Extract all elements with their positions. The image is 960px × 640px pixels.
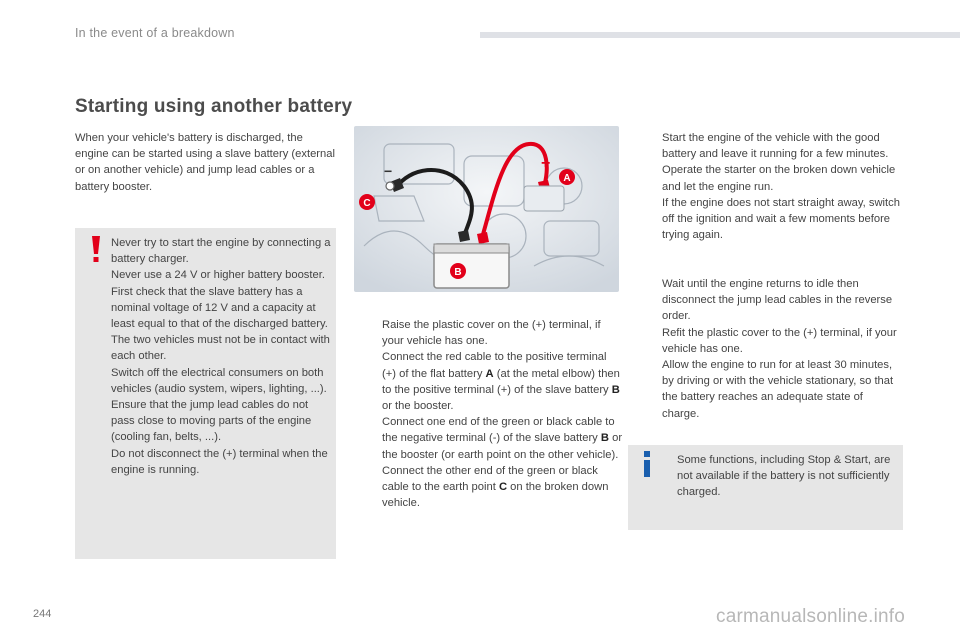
plus-sign: + xyxy=(541,155,551,172)
jump-start-illustration xyxy=(354,126,619,292)
step-extra: If the engine does not start straight away, switch off the ignition and wait a few moments before trying again. xyxy=(662,196,900,242)
step-item: Refit the plastic cover to the (+) terminal, if your vehicle has one. xyxy=(662,326,897,355)
section-header: In the event of a breakdown xyxy=(75,26,235,40)
page-number: 244 xyxy=(33,608,52,620)
exclamation-icon xyxy=(89,236,103,264)
step-item: Connect one end of the green or black cable to the negative terminal (-) of the slave battery B or the booster (or earth point on the other vehicle). xyxy=(382,416,623,461)
page-title: Starting using another battery xyxy=(75,96,353,117)
step-item: Raise the plastic cover on the (+) terminal, if your vehicle has one. xyxy=(382,319,601,348)
warning-line: Ensure that the jump lead cables do not pass close to moving parts of the engine (cooling fan, belts, ...). xyxy=(111,399,312,444)
intro-paragraph: When your vehicle's battery is discharged, the engine can be started using a slave battery (external or on another vehicle) and jump lead cables or a battery booster. xyxy=(75,132,335,193)
warning-line: The two vehicles must not be in contact with each other. xyxy=(111,334,330,363)
right-steps-finish xyxy=(645,276,903,422)
header-bar xyxy=(480,32,960,38)
warning-line: Do not disconnect the (+) terminal when the engine is running. xyxy=(111,447,328,476)
label-b: B xyxy=(454,267,462,278)
step-item: Connect the red cable to the positive terminal (+) of the flat battery A (at the metal elbow) then to the positive terminal (+) of the slave battery B or the booster. xyxy=(382,351,620,413)
minus-sign: − xyxy=(384,163,393,179)
step-item: Allow the engine to run for at least 30 minutes, by driving or with the vehicle stationary, so that the battery reaches an adequate state of charge. xyxy=(662,359,894,420)
step-item: Connect the other end of the green or black cable to the earth point C on the broken down vehicle. xyxy=(382,464,609,510)
middle-steps xyxy=(365,317,623,511)
warning-line: Never try to start the engine by connecting a battery charger. xyxy=(111,237,331,266)
watermark: carmanualsonline.info xyxy=(716,606,906,627)
right-steps-start xyxy=(645,130,903,243)
step-item: Operate the starter on the broken down vehicle and let the engine run. If the engine does not start straight away, switch off the ignition and wait a few moments before trying again. xyxy=(645,162,903,243)
warning-list xyxy=(111,235,333,478)
label-a: A xyxy=(563,173,571,184)
label-c: C xyxy=(363,198,371,209)
warning-line: Never use a 24 V or higher battery booster. xyxy=(111,269,325,282)
info-text: Some functions, including Stop & Start, are not available if the battery is not sufficiently charged. xyxy=(677,454,891,499)
step-item: Start the engine of the vehicle with the good battery and leave it running for a few minutes. xyxy=(662,132,889,161)
battery-b xyxy=(434,244,509,288)
step-item: Wait until the engine returns to idle then disconnect the jump lead cables in the reverse order. xyxy=(662,278,893,323)
info-icon xyxy=(642,451,652,477)
warning-line: Switch off the electrical consumers on both vehicles (audio system, wipers, lighting, ...). xyxy=(111,366,327,395)
warning-line: First check that the slave battery has a nominal voltage of 12 V and a capacity at least equal to that of the discharged battery. xyxy=(111,285,328,331)
